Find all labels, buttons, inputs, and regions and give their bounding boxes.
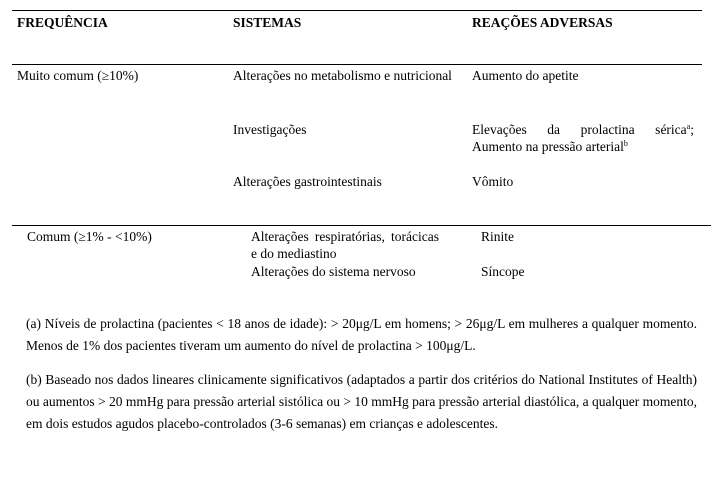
reaction-prolactina-line1: Elevações da prolactina sérica$^a$; [472,122,694,137]
system-investigacoes: Investigações [233,122,307,137]
footnote-a: (a) Níveis de prolactina (pacientes < 18 anos de idade): > 20μg/L em homens; > 26μg/L em mulheres a qualquer momento. Menos de 1% dos pacientes tiveram um aumento do nível de prolactina > 100μg/L. [26,316,697,353]
header-reacoes-adversas: REAÇÕES ADVERSAS [472,15,613,30]
footnote-b: (b) Baseado nos dados lineares clinicamente significativos (adaptados a partir dos critérios do National Institutes of Health) ou aumentos > 20 mmHg para pressão arterial sistólica ou > 10 mmHg para pressão arterial diastólica, a qualquer momento, em dois estudos agudos placebo-controlados (3-6 semanas) em crianças e adolescentes. [26,372,697,431]
header-frequencia: FREQUÊNCIA [17,15,108,30]
reaction-rinite: Rinite [481,229,514,244]
reaction-aumento-apetite: Aumento do apetite [472,68,579,83]
system-respiratorias: Alterações respiratórias, torácicas e do mediastino [251,229,439,261]
section-divider-rule [12,225,711,226]
reaction-pressao-arterial: Aumento na pressão arterial$^b$ [472,139,628,154]
system-nervoso: Alterações do sistema nervoso [251,264,416,279]
frequency-muito-comum: Muito comum (≥10%) [17,68,139,83]
system-metabolismo: Alterações no metabolismo e nutricional [233,68,452,83]
table-top-rule [12,10,702,11]
reaction-sincope: Síncope [481,264,525,279]
header-bottom-rule [12,64,702,65]
system-gastrointestinais: Alterações gastrointestinais [233,174,382,189]
reaction-prolactina [472,121,694,155]
footnote-marker-b: b [623,139,628,148]
header-sistemas: SISTEMAS [233,15,302,30]
footnote-marker-a: a [686,122,691,131]
frequency-comum: Comum (≥1% - <10%) [27,229,152,244]
reaction-vomito: Vômito [472,174,514,189]
